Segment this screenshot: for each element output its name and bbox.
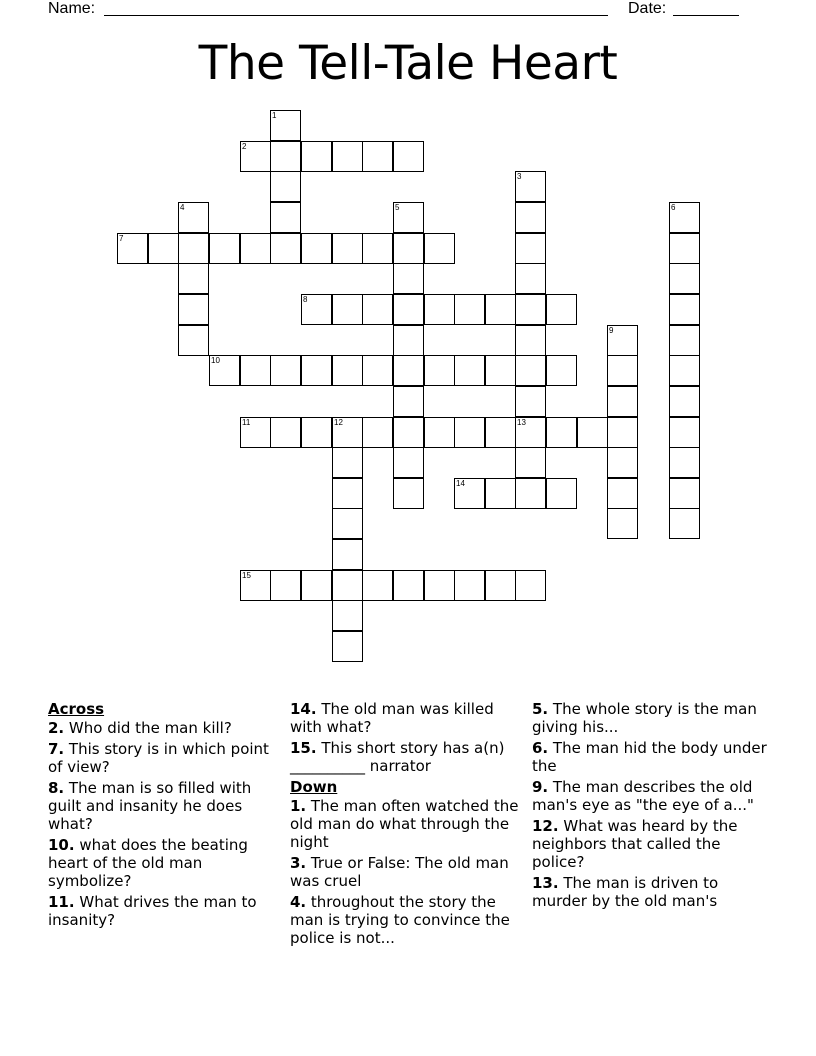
cell-number: 12 xyxy=(334,418,343,427)
clue-number: 3. xyxy=(290,854,307,872)
clue-text: throughout the story the man is trying to convince the police is not... xyxy=(290,893,510,947)
crossword-cell[interactable] xyxy=(424,233,455,264)
crossword-cell[interactable] xyxy=(515,570,546,601)
crossword-cell[interactable] xyxy=(332,508,363,539)
clue-number: 1. xyxy=(290,797,307,815)
cell-number: 13 xyxy=(517,418,526,427)
crossword-cell[interactable] xyxy=(332,570,363,601)
crossword-cell[interactable] xyxy=(515,478,546,509)
crossword-cell[interactable] xyxy=(393,417,424,448)
crossword-cell[interactable] xyxy=(332,141,363,172)
crossword-cell[interactable] xyxy=(454,417,485,448)
cell-number: 14 xyxy=(456,479,465,488)
crossword-cell[interactable] xyxy=(332,294,363,325)
crossword-cell[interactable] xyxy=(393,294,424,325)
crossword-cell[interactable] xyxy=(607,478,638,509)
clue-text: The man hid the body under the xyxy=(532,739,767,775)
crossword-cell[interactable] xyxy=(669,478,700,509)
crossword-cell[interactable] xyxy=(669,263,700,294)
crossword-cell[interactable] xyxy=(669,355,700,386)
cell-number: 7 xyxy=(119,234,124,243)
crossword-cell[interactable] xyxy=(270,355,301,386)
down-heading: Down xyxy=(290,778,338,796)
clue-text: The old man was killed with what? xyxy=(290,700,494,736)
crossword-cell[interactable] xyxy=(454,294,485,325)
crossword-cell[interactable] xyxy=(515,417,546,448)
clue-number: 7. xyxy=(48,740,65,758)
crossword-cell[interactable] xyxy=(301,141,332,172)
crossword-cell[interactable] xyxy=(332,478,363,509)
crossword-cell[interactable] xyxy=(270,417,301,448)
across-heading: Across xyxy=(48,700,105,718)
clue-down-1 xyxy=(290,797,522,851)
crossword-cell[interactable] xyxy=(454,478,485,509)
crossword-cell[interactable] xyxy=(393,447,424,478)
clue-number: 15. xyxy=(290,739,317,757)
clue-number: 2. xyxy=(48,719,65,737)
clue-down-12 xyxy=(532,817,768,871)
crossword-cell[interactable] xyxy=(332,631,363,662)
crossword-cell[interactable] xyxy=(240,417,271,448)
crossword-cell[interactable] xyxy=(240,141,271,172)
crossword-cell[interactable] xyxy=(485,417,516,448)
clue-down-6 xyxy=(532,739,768,775)
crossword-cell[interactable] xyxy=(117,233,148,264)
cell-number: 9 xyxy=(609,326,614,335)
clue-number: 5. xyxy=(532,700,549,718)
cell-number: 6 xyxy=(671,203,676,212)
clue-across-8 xyxy=(48,779,280,833)
clue-number: 11. xyxy=(48,893,75,911)
cell-number: 3 xyxy=(517,172,522,181)
crossword-cell[interactable] xyxy=(332,600,363,631)
crossword-cell[interactable] xyxy=(332,417,363,448)
crossword-cell[interactable] xyxy=(270,141,301,172)
crossword-cell[interactable] xyxy=(515,263,546,294)
cell-number: 10 xyxy=(211,356,220,365)
crossword-cell[interactable] xyxy=(669,294,700,325)
clue-text: The man is driven to murder by the old man's xyxy=(532,874,719,910)
crossword-cell[interactable] xyxy=(362,141,393,172)
clues-column-3 xyxy=(532,700,768,913)
cell-number: 11 xyxy=(242,418,251,427)
clue-down-4 xyxy=(290,893,522,947)
crossword-cell[interactable] xyxy=(332,233,363,264)
clue-number: 8. xyxy=(48,779,65,797)
clue-number: 13. xyxy=(532,874,559,892)
crossword-cell[interactable] xyxy=(393,570,424,601)
clue-across-15 xyxy=(290,739,522,775)
crossword-cell[interactable] xyxy=(515,355,546,386)
crossword-cell[interactable] xyxy=(393,355,424,386)
crossword-cell[interactable] xyxy=(546,478,577,509)
crossword-cell[interactable] xyxy=(607,386,638,417)
crossword-cell[interactable] xyxy=(669,233,700,264)
crossword-cell[interactable] xyxy=(301,570,332,601)
clue-text: This short story has a(n) __________ narrator xyxy=(290,739,505,775)
clue-number: 9. xyxy=(532,778,549,796)
clue-number: 4. xyxy=(290,893,307,911)
crossword-cell[interactable] xyxy=(669,325,700,356)
crossword-cell[interactable] xyxy=(424,570,455,601)
crossword-cell[interactable] xyxy=(240,233,271,264)
crossword-cell[interactable] xyxy=(424,355,455,386)
crossword-cell[interactable] xyxy=(485,570,516,601)
clue-across-7 xyxy=(48,740,280,776)
crossword-cell[interactable] xyxy=(485,478,516,509)
crossword-cell[interactable] xyxy=(607,508,638,539)
crossword-cell[interactable] xyxy=(178,202,209,233)
crossword-cell[interactable] xyxy=(270,171,301,202)
crossword-cell[interactable] xyxy=(362,294,393,325)
clue-number: 14. xyxy=(290,700,317,718)
clue-across-2 xyxy=(48,719,280,737)
cell-number: 8 xyxy=(303,295,308,304)
crossword-cell[interactable] xyxy=(148,233,179,264)
crossword-cell[interactable] xyxy=(301,417,332,448)
crossword-cell[interactable] xyxy=(362,355,393,386)
clue-text: What drives the man to insanity? xyxy=(48,893,257,929)
crossword-cell[interactable] xyxy=(178,263,209,294)
clue-number: 10. xyxy=(48,836,75,854)
clue-text: The whole story is the man giving his... xyxy=(532,700,757,736)
crossword-cell[interactable] xyxy=(515,171,546,202)
cell-number: 1 xyxy=(272,111,277,120)
crossword-cell[interactable] xyxy=(393,202,424,233)
crossword-cell[interactable] xyxy=(209,233,240,264)
crossword-cell[interactable] xyxy=(607,417,638,448)
clue-across-14 xyxy=(290,700,522,736)
cell-number: 15 xyxy=(242,571,251,580)
crossword-cell[interactable] xyxy=(301,233,332,264)
crossword-cell[interactable] xyxy=(362,233,393,264)
crossword-cell[interactable] xyxy=(393,478,424,509)
crossword-cell[interactable] xyxy=(424,294,455,325)
clue-number: 12. xyxy=(532,817,559,835)
cell-number: 2 xyxy=(242,142,247,151)
crossword-cell[interactable] xyxy=(332,539,363,570)
crossword-cell[interactable] xyxy=(270,570,301,601)
clue-down-5 xyxy=(532,700,768,736)
crossword-cell[interactable] xyxy=(454,355,485,386)
cell-number: 5 xyxy=(395,203,400,212)
crossword-cell[interactable] xyxy=(515,233,546,264)
crossword-cell[interactable] xyxy=(301,355,332,386)
crossword-cell[interactable] xyxy=(393,233,424,264)
crossword-cell[interactable] xyxy=(178,325,209,356)
crossword-cell[interactable] xyxy=(546,417,577,448)
page-title: The Tell-Tale Heart xyxy=(198,36,618,91)
cell-number: 4 xyxy=(180,203,185,212)
clue-text: What was heard by the neighbors that called the police? xyxy=(532,817,738,871)
crossword-cell[interactable] xyxy=(301,294,332,325)
crossword-cell[interactable] xyxy=(607,447,638,478)
crossword-cell[interactable] xyxy=(332,447,363,478)
clue-text: The man describes the old man's eye as "the eye of a..." xyxy=(532,778,754,814)
crossword-cell[interactable] xyxy=(669,202,700,233)
clue-text: The man often watched the old man do what through the night xyxy=(290,797,519,851)
crossword-cell[interactable] xyxy=(270,110,301,141)
clue-text: True or False: The old man was cruel xyxy=(290,854,509,890)
crossword-cell[interactable] xyxy=(393,263,424,294)
crossword-cell[interactable] xyxy=(577,417,608,448)
crossword-cell[interactable] xyxy=(393,386,424,417)
crossword-cell[interactable] xyxy=(546,355,577,386)
crossword-cell[interactable] xyxy=(178,233,209,264)
clue-text: what does the beating heart of the old man symbolize? xyxy=(48,836,248,890)
crossword-cell[interactable] xyxy=(393,141,424,172)
crossword-cell[interactable] xyxy=(607,325,638,356)
clue-number: 6. xyxy=(532,739,549,757)
crossword-cell[interactable] xyxy=(393,325,424,356)
crossword-cell[interactable] xyxy=(270,202,301,233)
crossword-cell[interactable] xyxy=(515,325,546,356)
clues-column-1 xyxy=(48,700,280,932)
clue-text: Who did the man kill? xyxy=(68,719,232,737)
crossword-cell[interactable] xyxy=(240,355,271,386)
crossword-cell[interactable] xyxy=(362,417,393,448)
clue-text: This story is in which point of view? xyxy=(48,740,269,776)
clues-column-2 xyxy=(290,700,522,950)
crossword-cell[interactable] xyxy=(669,417,700,448)
clue-down-9 xyxy=(532,778,768,814)
clue-down-3 xyxy=(290,854,522,890)
crossword-cell[interactable] xyxy=(515,386,546,417)
crossword-cell[interactable] xyxy=(515,202,546,233)
crossword-cell[interactable] xyxy=(669,447,700,478)
crossword-cell[interactable] xyxy=(454,570,485,601)
crossword-cell[interactable] xyxy=(424,417,455,448)
clue-across-10 xyxy=(48,836,280,890)
crossword-cell[interactable] xyxy=(240,570,271,601)
date-label: Date: xyxy=(628,0,667,17)
crossword-cell[interactable] xyxy=(485,355,516,386)
crossword-cell[interactable] xyxy=(669,386,700,417)
crossword-cell[interactable] xyxy=(515,447,546,478)
crossword-cell[interactable] xyxy=(178,294,209,325)
crossword-cell[interactable] xyxy=(332,355,363,386)
crossword-cell[interactable] xyxy=(546,294,577,325)
crossword-cell[interactable] xyxy=(270,233,301,264)
crossword-cell[interactable] xyxy=(209,355,240,386)
name-label: Name: xyxy=(48,0,96,17)
crossword-cell[interactable] xyxy=(485,294,516,325)
clue-across-11 xyxy=(48,893,280,929)
clue-text: The man is so filled with guilt and insanity he does what? xyxy=(48,779,252,833)
crossword-cell[interactable] xyxy=(515,294,546,325)
crossword-cell[interactable] xyxy=(669,508,700,539)
crossword-cell[interactable] xyxy=(607,355,638,386)
crossword-cell[interactable] xyxy=(362,570,393,601)
clue-down-13 xyxy=(532,874,768,910)
